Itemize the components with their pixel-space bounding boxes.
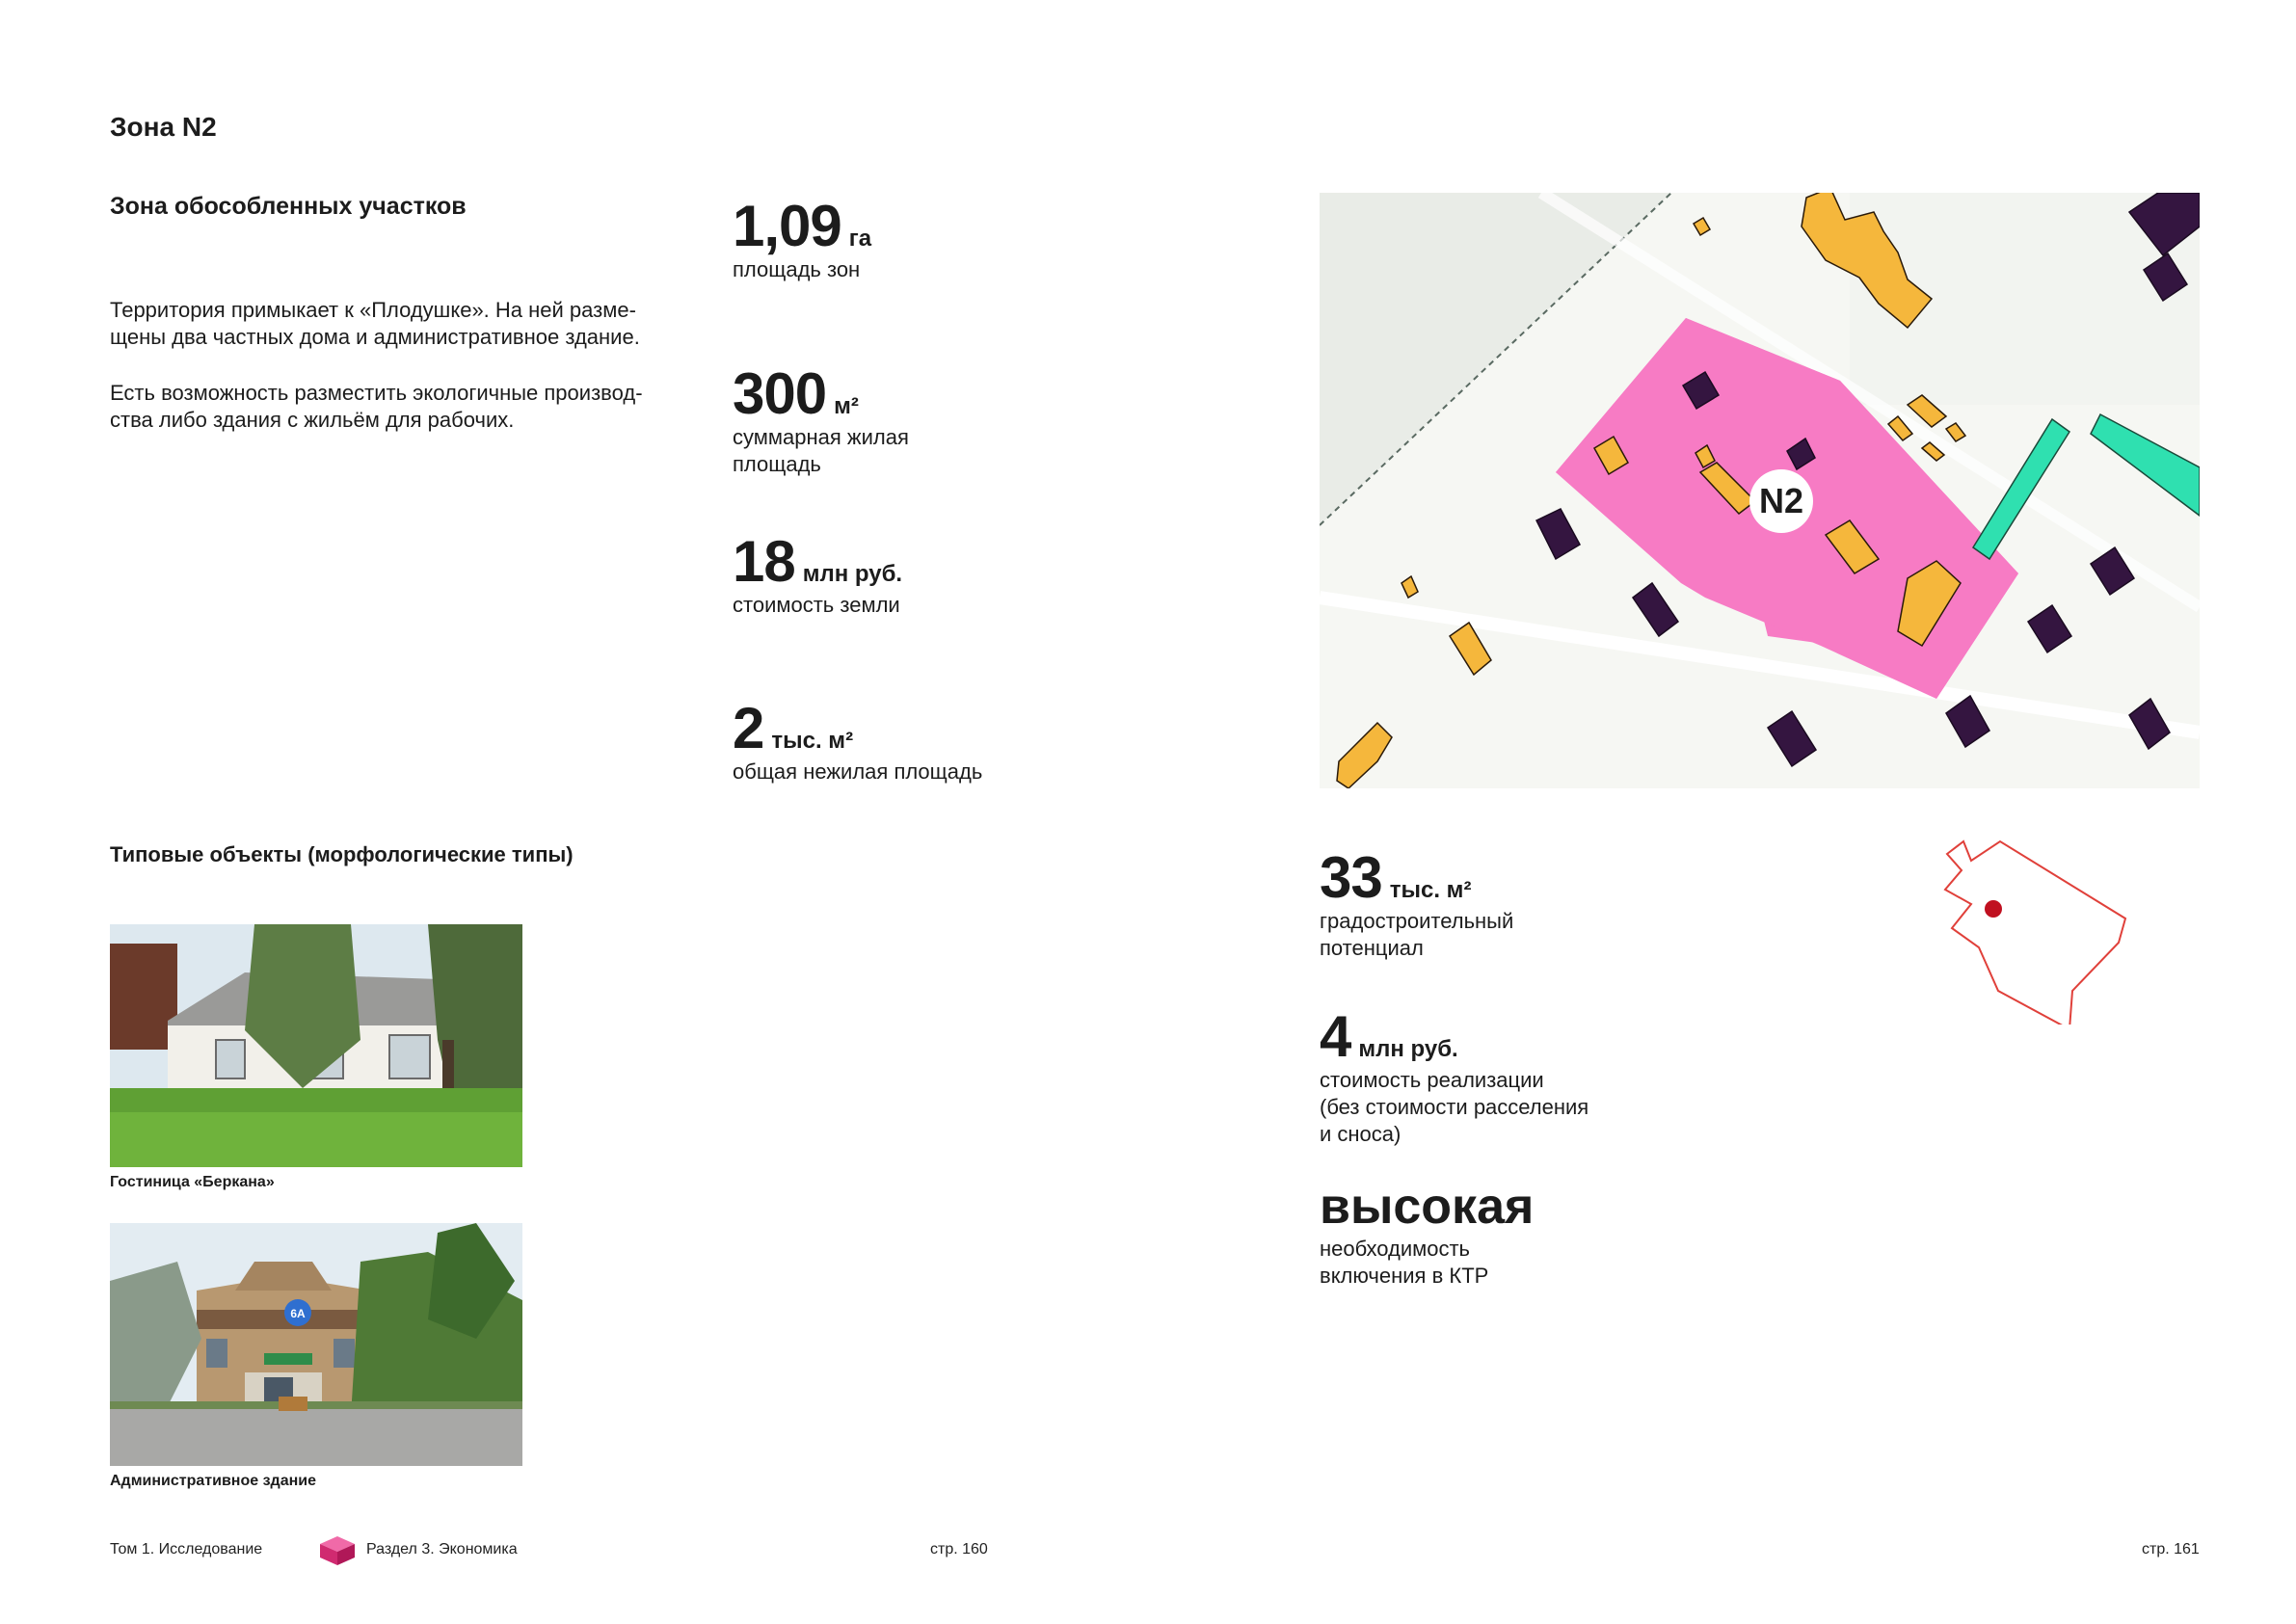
stat-value: 18: [733, 529, 795, 594]
stat-caption: площадь зон: [733, 257, 861, 281]
stat-unit: млн руб.: [802, 561, 903, 587]
stat-zone-area: [733, 194, 1137, 283]
stat-unit: га: [848, 226, 872, 252]
hotel-photo-image: [110, 924, 522, 1167]
stat-implementation-cost: [1320, 1004, 1724, 1148]
stat-word: высокая: [1320, 1179, 1535, 1235]
footer-page-left: стр. 160: [930, 1541, 988, 1557]
stat-unit: м²: [834, 393, 859, 419]
hotel-caption: Гостиница «Беркана»: [110, 1174, 275, 1190]
zone-map-canvas: [1320, 193, 2200, 788]
footer-page-right: стр. 161: [2142, 1541, 2200, 1557]
stat-caption: стоимость земли: [733, 593, 900, 617]
stat-unit: тыс. м²: [1389, 877, 1472, 903]
house-number-sign: 6A: [290, 1307, 306, 1320]
stat-caption: градостроительный потенциал: [1320, 909, 1514, 960]
location-minimap: [1942, 837, 2130, 1025]
map-zone-label: N2: [1758, 481, 1804, 520]
zone-title: Зона N2: [110, 112, 217, 142]
admin-building-photo: [110, 1223, 522, 1466]
stat-ktr-necessity: [1320, 1180, 1724, 1290]
stat-urban-potential: [1320, 845, 1724, 962]
stat-caption: суммарная жилая площадь: [733, 425, 909, 476]
stat-unit: млн руб.: [1358, 1036, 1458, 1062]
zone-subtitle: Зона обособленных участков: [110, 193, 467, 220]
section-cube-icon: [318, 1534, 357, 1567]
admin-building-caption: Административное здание: [110, 1473, 316, 1489]
stat-unit: тыс. м²: [771, 728, 854, 754]
stat-value: 4: [1320, 1004, 1351, 1069]
stat-value: 33: [1320, 845, 1382, 910]
location-minimap-outline: [1942, 837, 2130, 1025]
stat-nonresidential-area: [733, 696, 1137, 785]
stat-value: 1,09: [733, 194, 841, 258]
stat-caption: стоимость реализации (без стоимости расселения и сноса): [1320, 1068, 1589, 1146]
stat-residential-area: [733, 361, 1137, 478]
description-paragraph-1: Территория примыкает к «Плодушке». На ней разме- щены два частных дома и административное здание.: [110, 298, 640, 349]
stat-caption: общая нежилая площадь: [733, 759, 983, 784]
hotel-photo: [110, 924, 522, 1167]
footer-volume: Том 1. Исследование: [110, 1541, 263, 1557]
stat-caption: необходимость включения в КТР: [1320, 1237, 1489, 1288]
stat-land-cost: [733, 529, 1137, 619]
admin-building-photo-image: [110, 1223, 522, 1466]
typical-objects-title: Типовые объекты (морфологические типы): [110, 842, 574, 866]
footer-section: Раздел 3. Экономика: [366, 1541, 518, 1557]
description-paragraph-2: Есть возможность разместить экологичные производ- ства либо здания с жильём для рабочих.: [110, 381, 643, 432]
stat-value: 2: [733, 696, 764, 760]
location-marker-icon: [1985, 900, 2002, 918]
stat-value: 300: [733, 361, 827, 426]
zone-map: [1320, 193, 2200, 788]
